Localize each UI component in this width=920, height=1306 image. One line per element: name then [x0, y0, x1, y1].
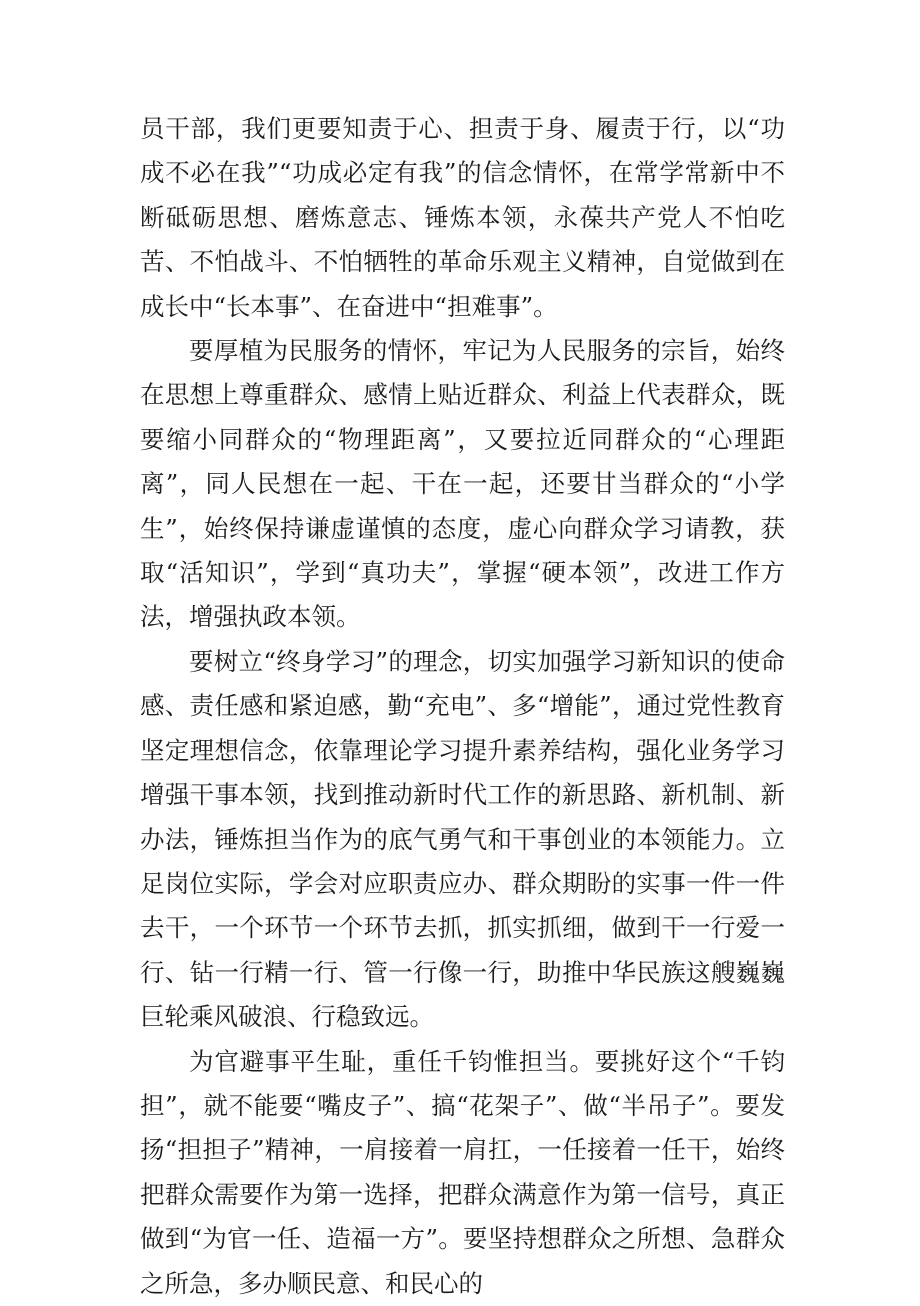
- body-text: [140, 107, 785, 1306]
- paragraph-3: 要树立“终身学习”的理念，切实加强学习新知识的使命感、责任感和紧迫感，勤“充电”、多“增能”，通过党性教育坚定理想信念，依靠理论学习提升素养结构，强化业务学习增强干事本领，找到推动新时代工作的新思路、新机制、新办法，锤炼担当作为的底气勇气和干事创业的本领能力。立足岗位实际，学会对应职责应办、群众期盼的实事一件一件去干，一个环节一个环节去抓，抓实抓细，做到干一行爱一行、钻一行精一行、管一行像一行，助推中华民族这艘巍巍巨轮乘风破浪、行稳致远。: [140, 646, 785, 1032]
- paragraph-4: 为官避事平生耻，重任千钧惟担当。要挑好这个“千钧担”，就不能要“嘴皮子”、搞“花架子”、做“半吊子”。要发扬“担担子”精神，一肩接着一肩扛，一任接着一任干，始终把群众需要作为第一选择，把群众满意作为第一信号，真正做到“为官一任、造福一方”。要坚持想群众之所想、急群众之所急，多办顺民意、和民心的: [140, 1046, 785, 1298]
- paragraph-1: 员干部，我们更要知责于心、担责于身、履责于行，以“功成不必在我”“功成必定有我”的信念情怀，在常学常新中不断砥砺思想、磨炼意志、锤炼本领，永葆共产党人不怕吃苦、不怕战斗、不怕牺牲的革命乐观主义精神，自觉做到在成长中“长本事”、在奋进中“担难事”。: [140, 114, 785, 321]
- paragraph-2: 要厚植为民服务的情怀，牢记为人民服务的宗旨，始终在思想上尊重群众、感情上贴近群众、利益上代表群众，既要缩小同群众的“物理距离”，又要拉近同群众的“心理距离”，同人民想在一起、干在一起，还要甘当群众的“小学生”，始终保持谦虚谨慎的态度，虚心向群众学习请教，获取“活知识”，学到“真功夫”，掌握“硬本领”，改进工作方法，增强执政本领。: [140, 336, 785, 632]
